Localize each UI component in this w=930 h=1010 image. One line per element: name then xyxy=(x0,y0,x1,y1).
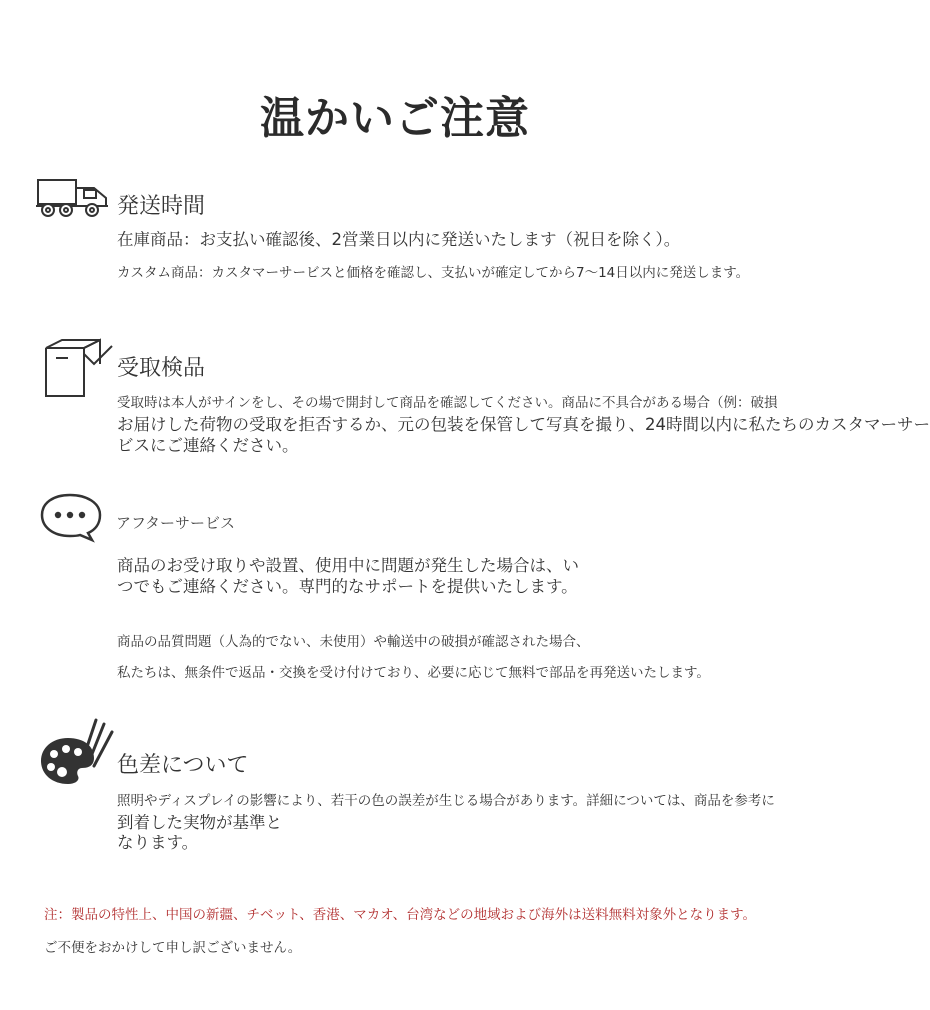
shipping-line-2: カスタム商品：カスタマーサービスと価格を確認し、支払いが確定してから7〜14日以内に発送します。 xyxy=(117,265,750,281)
color-heading: 色差について xyxy=(117,753,249,778)
receiving-heading: 受取検品 xyxy=(117,356,206,381)
after-service-line-3: 商品の品質問題（人為的でない、未使用）や輸送中の破損が確認された場合、 xyxy=(117,634,590,650)
shipping-line-1: 在庫商品：お支払い確認後、2営業日以内に発送いたします（祝日を除く）。 xyxy=(117,230,681,249)
shipping-heading: 発送時間 xyxy=(117,194,206,219)
page-title: 温かいご注意 xyxy=(260,93,530,144)
after-service-line-4: 私たちは、無条件で返品・交換を受け付けており、必要に応じて無料で部品を再発送いたします。 xyxy=(117,665,710,681)
after-service-line-2: つでもご連絡ください。専門的なサポートを提供いたします。 xyxy=(117,577,578,596)
apology-note: ご不便をおかけして申し訳ございません。 xyxy=(44,940,302,956)
after-service-heading: アフターサービス xyxy=(116,514,235,532)
chat-bubble-icon xyxy=(40,492,106,542)
after-service-line-1: 商品のお受け取りや設置、使用中に問題が発生した場合は、い xyxy=(117,556,579,575)
paint-palette-icon xyxy=(38,716,118,786)
shipping-exclusion-note: 注：製品の特性上、中国の新疆、チベット、香港、マカオ、台湾などの地域および海外は送料無料対象外となります。 xyxy=(44,907,756,923)
receiving-line-1: 受取時は本人がサインをし、その場で開封して商品を確認してください。商品に不具合がある場合（例：破損 xyxy=(117,395,778,411)
receiving-line-3: ビスにご連絡ください。 xyxy=(117,436,299,455)
color-line-3: なります。 xyxy=(117,833,199,852)
truck-icon xyxy=(34,176,114,220)
box-icon xyxy=(40,338,116,402)
color-line-2: 到着した実物が基準と xyxy=(117,813,282,832)
receiving-line-2: お届けした荷物の受取を拒否するか、元の包装を保管して写真を撮り、24時間以内に私たちのカスタマーサー xyxy=(117,415,930,434)
color-line-1: 照明やディスプレイの影響により、若干の色の誤差が生じる場合があります。詳細については、商品を参考に xyxy=(117,793,775,809)
